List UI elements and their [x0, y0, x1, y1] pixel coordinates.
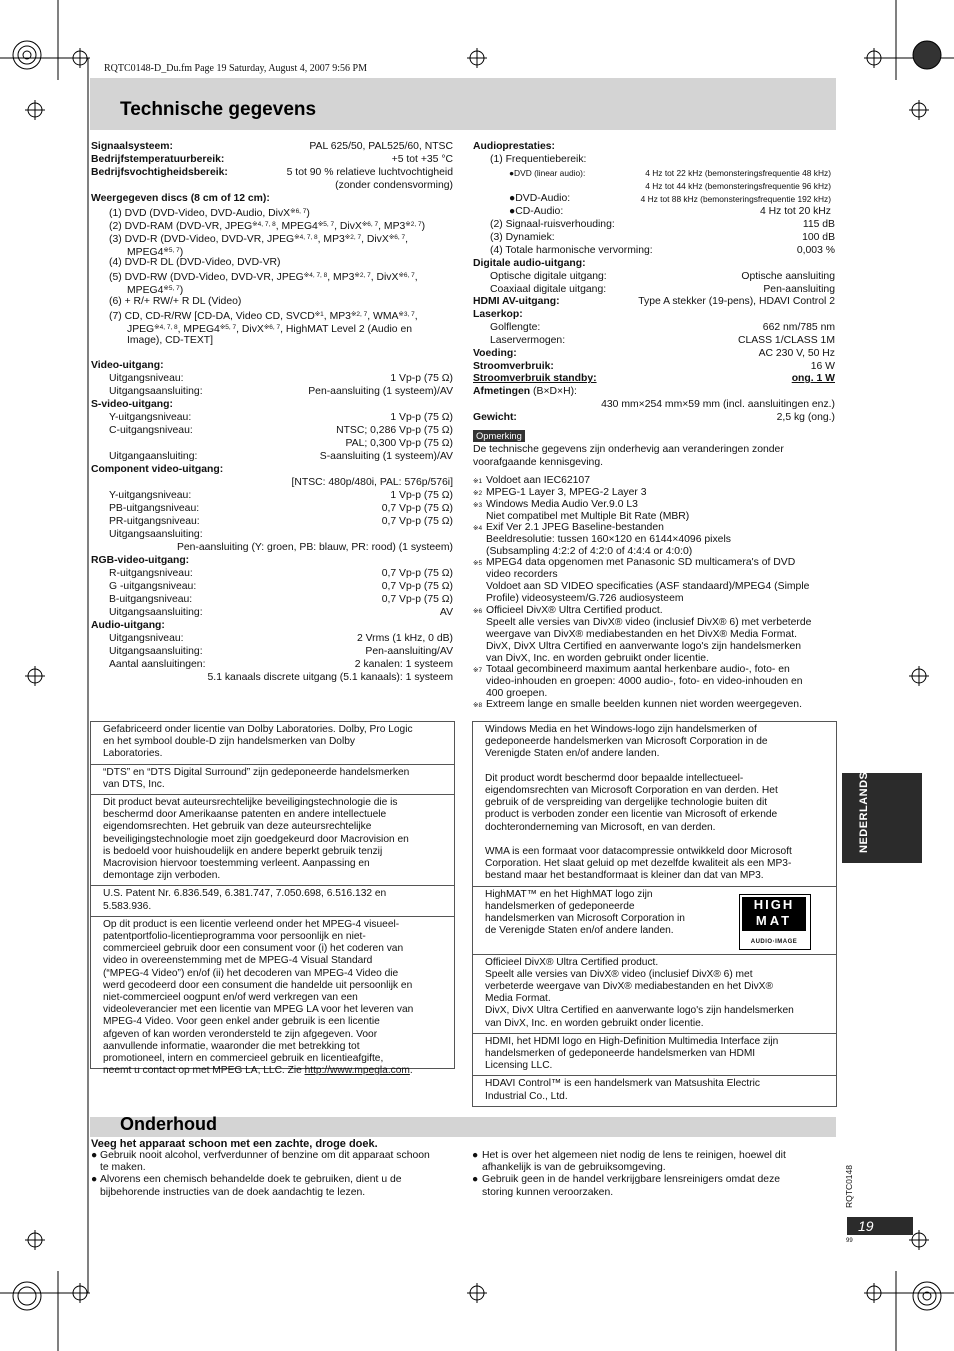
notice-line: van DivX, Inc. en worden gebruikt onder licentie. [485, 1017, 704, 1029]
text: , DivX [334, 221, 362, 232]
footnote-ref: ※2, 7 [405, 221, 422, 228]
notice-line: Op dit product is een licentie verleend onder het MPEG-4 visueel- [103, 918, 400, 930]
footnote: Totaal gecombineerd maximum aantal herkenbare audio-, foto- en [486, 664, 790, 675]
maintenance-text: afhankelijk is van de gebruiksomgeving. [482, 1162, 666, 1173]
maintenance-text: storing kunnen veroorzaken. [482, 1187, 614, 1198]
text: Afmetingen [473, 386, 531, 397]
divx-notice [473, 955, 836, 1034]
text: , MP3 [378, 221, 406, 232]
text: , MP3 [317, 234, 345, 245]
page-number-box [847, 1217, 913, 1235]
spec-sub: (4) Totale harmonische vervorming: [490, 245, 653, 256]
maintenance-text: Alvorens een chemisch behandelde doek te gebruiken, dient u de [100, 1174, 402, 1185]
notice-line: (“MPEG-4 Video”) en/of (ii) het decoderen van MPEG-4 Video die [103, 967, 399, 979]
footnote-ref: ※5, 7 [317, 221, 335, 228]
logo-text: HIGH [753, 896, 795, 912]
maintenance-text: bijbehorende instructies van de doek aandachtig te lezen. [100, 1187, 366, 1198]
footnote: 400 groepen. [486, 688, 548, 699]
notice-line: videoleverancier met een licentie van MPEG LA voor het leveren van [103, 1004, 414, 1016]
notice-line: de Verenigde Staten en/of andere landen. [485, 925, 674, 937]
notice-line: promotioneel, intern en commercieel gebruik en licentieafgifte, [103, 1053, 384, 1065]
footnote: Niet compatibel met Multiple Bit Rate (MBR) [486, 511, 690, 522]
text: (7) CD, CD-R/RW [CD-DA, Video CD, SVCD [109, 311, 315, 322]
footnote-ref: ※6, 7 [263, 324, 281, 331]
maintenance-text: Het is over het algemeen niet nodig de lens te reinigen, hoewel dit [482, 1150, 786, 1161]
spec-sub: (2) Signaal-ruisverhouding: [490, 219, 615, 230]
footnote: van DivX, Inc. en worden gebruikt onder licentie. [486, 653, 709, 664]
spec-label: S-video-uitgang: [91, 399, 173, 410]
text: ) [421, 221, 426, 232]
notice-line: van DTS, Inc. [103, 778, 165, 790]
spec-value: 2 Vrms (1 kHz, 0 dB) [356, 633, 453, 644]
notice-line: Officieel DivX® Ultra Certified product. [485, 956, 659, 968]
footnote-ref: ※4, 7, 8 [154, 324, 178, 331]
spec-value: +5 tot +35 °C [391, 154, 453, 165]
spec-value: 2,5 kg (ong.) [776, 412, 835, 423]
spec-label: HDMI AV-uitgang: [473, 296, 560, 307]
notice-line: demontage zijn verboden. [103, 870, 221, 882]
mpegla-link[interactable]: http://www.mpegla.com [304, 1065, 410, 1077]
bullet: ● [472, 1150, 479, 1161]
spec-sub: (3) Dynamiek: [490, 232, 555, 243]
notice-line: Dit product bevat auteursrechtelijke beveiligingstechnologie die is [103, 797, 398, 809]
notice-line: product is verboden zonder een licentie van Microsoft of erkende [485, 809, 778, 821]
footnote: (Subsampling 4:2:2 of 4:2:0 of 4:4:4 or 4:0:0) [486, 546, 693, 557]
spec-label: Signaalsysteem: [91, 141, 174, 152]
footnote: MPEG-1 Layer 3, MPEG-2 Layer 3 [486, 487, 647, 498]
spec-value: 4 Hz tot 88 kHz (bemonsteringsfrequentie 192 kHz) [640, 194, 831, 204]
disc-item: (4) DVD-R DL (DVD-Video, DVD-VR) [109, 257, 281, 268]
notice-line: en het symbool double-D zijn handelsmerken van Dolby [103, 736, 355, 748]
spec-sub: Uitgangsniveau: [109, 373, 184, 384]
spec-value: 5.1 kanaals discrete uitgang (5.1 kanaals): 1 systeem [207, 672, 453, 683]
notice-line: handelsmerken of gedeponeerde [485, 900, 635, 912]
footnote-mark: ※2 [473, 490, 483, 497]
spec-value: Type A stekker (19-pens), HDAVI Control 2 [638, 296, 835, 307]
spec-value: Pen-aansluiting [763, 284, 835, 295]
footnote-ref: ※5, 7 [163, 247, 180, 254]
footnote-mark: ※6 [473, 608, 483, 615]
text: (2) DVD-RAM (DVD-VR, JPEG [109, 221, 253, 232]
spec-sub: Y-uitgangsniveau: [109, 412, 192, 423]
highmat-logo [739, 894, 811, 950]
spec-sub: (1) Frequentiebereik: [490, 154, 587, 165]
spec-value: 1 Vp-p (75 Ω) [390, 490, 453, 501]
bullet: ● [472, 1174, 479, 1185]
spec-sub: Uitgangsniveau: [109, 633, 184, 644]
notice-line: afgeven of kan worden verondersteld te zijn afgegeven. Voor [103, 1028, 378, 1040]
spec-sub: ●DVD-Audio: [509, 193, 571, 204]
license-notice [91, 765, 454, 795]
spec-value: 662 nm/785 nm [762, 322, 835, 333]
text: , DivX [370, 272, 399, 283]
notice-line: Licensing LLC. [485, 1060, 553, 1072]
notice-line: 5.583.936. [103, 900, 152, 912]
footnote-ref: ※5, 7 [219, 324, 237, 331]
footnote: Voldoet aan SD VIDEO specificaties (ASF standaard)/MPEG4 (Simple [486, 581, 810, 592]
notice-line: WMA is een formaat voor datacompressie ontwikkeld door Microsoft [485, 846, 792, 857]
disc-item: (6) + R/+ RW/+ R DL (Video) [109, 296, 242, 307]
text: MPEG4 [127, 247, 164, 258]
spec-sub: PB-uitgangsniveau: [109, 503, 200, 514]
spec-value: 4 Hz tot 20 kHz [759, 206, 831, 217]
spec-value: 5 tot 90 % relatieve luchtvochtigheid [286, 167, 453, 178]
spec-value: PAL; 0,300 Vp-p (75 Ω) [345, 438, 453, 449]
spec-value: 2 kanalen: 1 systeem [354, 659, 453, 670]
text: , [414, 311, 418, 322]
spec-value: 115 dB [802, 219, 835, 230]
spec-value: AC 230 V, 50 Hz [758, 348, 835, 359]
bullet: ● [91, 1150, 98, 1161]
license-notice [91, 722, 454, 765]
footnote: MPEG4 data opgenomen met Panasonic SD multicamera's of DVD [486, 557, 796, 568]
spec-value: (zonder condensvorming) [335, 180, 453, 191]
spec-sub: G -uitgangsniveau: [109, 581, 197, 592]
spec-label: Gewicht: [473, 412, 517, 423]
spec-value: [NTSC: 480p/480i, PAL: 576p/576i] [291, 477, 453, 488]
spec-value: 0,7 Vp-p (75 Ω) [381, 503, 453, 514]
spec-value: 0,7 Vp-p (75 Ω) [381, 594, 453, 605]
notice-line: gedeponeerde handelsmerken van Microsoft Corporation in de [485, 736, 768, 748]
spec-sub: ●CD-Audio: [509, 206, 564, 217]
spec-value: Pen-aansluiting (Y: groen, PB: blauw, PR: rood) (1 systeem) [176, 542, 453, 553]
notice-line: neemt u contact op met MPEG LA, LLC. Zie http://www.mpegla.com. [103, 1065, 413, 1077]
footnote: DivX, DivX Ultra Certified en aanverwante logo's zijn handelsmerken [486, 641, 802, 652]
footnote: Profile) videosysteem/G.726 audiosysteem [486, 593, 684, 604]
notice-line: Verenigde Staten en/of andere landen. [485, 748, 660, 760]
page-number: 19 [858, 1218, 874, 1234]
footnote-mark: ※8 [473, 702, 483, 709]
spec-value: 16 W [810, 361, 835, 372]
spec-sub: Y-uitgangsniveau: [109, 490, 192, 501]
footnote: Officieel DivX® Ultra Certified product. [486, 605, 663, 616]
text: ) [179, 285, 184, 296]
footnote-ref: ※1 [314, 311, 324, 318]
bullet: ● [91, 1174, 98, 1185]
language-tab [842, 773, 922, 863]
notice-line: aanvullende informatie, waaronder die met betrekking tot [103, 1040, 360, 1052]
notice-line: dochteronderneming van Microsoft, en van derden. [485, 821, 716, 833]
spec-label: Stroomverbruik standby: [473, 373, 597, 384]
notice-line: is bedoeld voor huishoudelijk en andere beperkt gebruik tenzij [103, 845, 383, 857]
notice-line: handelsmerken van Microsoft Corporation in [485, 913, 685, 925]
license-notice [91, 917, 454, 1081]
spec-label: Audioprestaties: [473, 141, 555, 152]
text: , DivX [236, 324, 264, 335]
notice-line: Dit product wordt beschermd door bepaalde intellectueel- [485, 772, 744, 784]
footnote-mark: ※7 [473, 667, 483, 674]
footnote: Windows Media Audio Ver.9.0 L3 [486, 499, 638, 510]
text: ) [179, 247, 184, 258]
notice-line: U.S. Patent Nr. 6.836.549, 6.381.747, 7.050.698, 6.516.132 en [103, 888, 387, 900]
spec-value: ong. 1 W [791, 373, 835, 384]
spec-sub: Aantal aansluitingen: [109, 659, 206, 670]
spec-label: Audio-uitgang: [91, 620, 165, 631]
notice-line: HighMAT™ en het HighMAT logo zijn [485, 888, 653, 900]
spec-value: 4 Hz tot 44 kHz (bemonsteringsfrequentie 96 kHz) [645, 181, 831, 191]
spec-label: RGB-video-uitgang: [91, 555, 190, 566]
maintenance-text: Gebruik geen in de handel verkrijgbare lensreinigers omdat deze [482, 1174, 781, 1185]
notice-line: patentportfolio-licentieprogramma voor persoonlijk en niet- [103, 931, 366, 943]
notice-line: “DTS” en “DTS Digital Surround” zijn gedeponeerde handelsmerken [103, 766, 410, 778]
notice-line: MPEG-4 Video. Voor geen enkel ander gebruik is een licentie [103, 1016, 380, 1028]
spec-value: Pen-aansluiting/AV [365, 646, 453, 657]
footnote: video recorders [486, 569, 558, 580]
footnote-mark: ※5 [473, 560, 483, 567]
footnote-ref: ※5, 7 [163, 285, 180, 292]
notice-line: Gefabriceerd onder licentie van Dolby Laboratories. Dolby, Pro Logic [103, 724, 413, 735]
spec-label: Bedrijfsvochtigheidsbereik: [91, 167, 228, 178]
spec-value: AV [439, 607, 453, 618]
spec-label: Laserkop: [473, 309, 523, 320]
spec-sub: ●DVD (linear audio): [509, 168, 586, 178]
spec-value: PAL 625/50, PAL525/60, NTSC [309, 141, 453, 152]
notice-line: Macrovision hiervoor toestemming verleent. Aanpassing en [103, 858, 370, 870]
spec-label: Video-uitgang: [91, 360, 164, 371]
logo-text: MAT [755, 912, 793, 928]
footnote: Speelt alle versies van DivX® video (inclusief DivX® 6) met verbeterde [486, 617, 812, 628]
notice-line: Corporation. Het slaat geluid op met dezelfde kwaliteit als een MP3- [485, 858, 792, 870]
notice-line: DivX, DivX Ultra Certified en aanverwante logo's zijn handelsmerken [485, 1005, 794, 1017]
spec-sub: B-uitgangsniveau: [109, 594, 193, 605]
spec-value: 4 Hz tot 22 kHz (bemonsteringsfrequentie 48 kHz) [645, 168, 831, 178]
spec-sub: Uitgangsaansluiting: [109, 607, 203, 618]
notice-line: video in overeenstemming met de MPEG-4 Visual Standard [103, 955, 373, 967]
spec-sub: Golflengte: [490, 322, 541, 333]
notice-line [485, 761, 826, 773]
spec-sub: C-uitgangsniveau: [109, 425, 193, 436]
spec-label: Voeding: [473, 348, 517, 359]
note-text: De technische gegevens zijn onderhevig aan veranderingen zonder [473, 444, 784, 455]
spec-sub: Coaxiaal digitale uitgang: [490, 284, 607, 295]
spec-label: Stroomverbruik: [473, 361, 554, 372]
text: , MP3 [323, 311, 351, 322]
footnote-ref: ※2, 7 [344, 234, 362, 241]
notice-line: bestand maar het bestandformaat is kleiner dan dat van MP3. [485, 870, 764, 882]
text: ) [306, 208, 310, 219]
footnote-ref: ※4, 7, 8 [252, 221, 276, 228]
notice-line: Laboratories. [103, 748, 163, 760]
notice-line: werd gecodeerd door een consument die handelde uit persoonlijk en [103, 979, 413, 991]
text: , [414, 272, 418, 283]
footnote: Voldoet aan IEC62107 [486, 475, 590, 486]
text: MPEG4 [127, 285, 164, 296]
spec-label: Digitale audio-uitgang: [473, 258, 586, 269]
logo-text: AUDIO·IMAGE [750, 938, 798, 945]
spec-value: 430 mm×254 mm×59 mm (incl. aansluitingen enz.) [601, 399, 835, 410]
note-text: voorafgaande kennisgeving. [473, 457, 603, 468]
highmat-notice [473, 887, 836, 955]
text: , MPEG4 [275, 221, 318, 232]
text: (3) DVD-R (DVD-Video, DVD-VR, JPEG [109, 234, 295, 245]
license-box-left [90, 721, 455, 1077]
language-label: NEDERLANDS [858, 771, 870, 853]
notice-line: Windows Media en het Windows-logo zijn handelsmerken of [485, 724, 757, 735]
spec-value: Pen-aansluiting (1 systeem)/AV [308, 386, 453, 397]
footnote-ref: ※3, 7 [398, 311, 415, 318]
notice-line: niet-commercieel oogpunt en/of werd verkregen van een [103, 992, 358, 1004]
page-title: Technische gegevens [120, 99, 317, 120]
spec-value: 1 Vp-p (75 Ω) [390, 412, 453, 423]
spec-sub: Uitgangsaansluiting: [109, 646, 203, 657]
spec-value: CLASS 1/CLASS 1M [737, 335, 835, 346]
footnote-ref: ※2, 7 [350, 311, 368, 318]
notice-line: handelsmerken of gedeponeerde handelsmerken van HDMI [485, 1048, 756, 1060]
windows-media-notice [473, 722, 836, 887]
maintenance-text: te maken. [100, 1162, 146, 1173]
text: (1) DVD (DVD-Video, DVD-Audio, DivX [109, 208, 291, 219]
notice-line [485, 834, 826, 846]
spec-sub: PR-uitgangsniveau: [109, 516, 200, 527]
footnote: Beeldresolutie: tussen 160×120 en 6144×4096 pixels [486, 534, 731, 545]
license-box-right [472, 721, 837, 1107]
spec-sub: Laservermogen: [490, 335, 566, 346]
spec-label: Bedrijfstemperatuurbereik: [91, 154, 225, 165]
spec-value: Optische aansluiting [741, 271, 835, 282]
footnote-ref: ※6, 7 [388, 234, 406, 241]
spec-value: NTSC; 0,286 Vp-p (75 Ω) [336, 425, 453, 436]
license-notice [91, 795, 454, 886]
notice-line: verbeterde weergave van DivX® mediabestanden en het DivX® [485, 981, 773, 993]
footnote-ref: ※4, 7, 8 [294, 234, 318, 241]
spec-value: 0,003 % [796, 245, 835, 256]
spec-value: 0,7 Vp-p (75 Ω) [381, 568, 453, 579]
spec-value: 100 dB [802, 232, 835, 243]
text: (5) DVD-RW (DVD-Video, DVD-VR, JPEG [109, 272, 304, 283]
spec-sub: Uitgangaansluiting: [109, 451, 198, 462]
maintenance-head: Veeg het apparaat schoon met een zachte, droge doek. [91, 1138, 378, 1150]
maintenance-title: Onderhoud [120, 1114, 217, 1134]
footnote-mark: ※4 [473, 525, 483, 532]
text: , [405, 234, 408, 245]
notice-line: Media Format. [485, 993, 551, 1005]
notice-line: Speelt alle versies van DivX® video (inclusief DivX® 6) met [485, 968, 753, 980]
spec-sub: Uitgangsaansluiting: [109, 529, 203, 540]
spec-sub: Uitgangsaansluiting: [109, 386, 203, 397]
text: , MP3 [327, 272, 355, 283]
spec-sub: R-uitgangsniveau: [109, 568, 193, 579]
text: , DivX [361, 234, 389, 245]
footnote-ref: ※2, 7 [354, 272, 371, 279]
text: , HighMAT Level 2 (Audio en [280, 324, 413, 335]
text: (B×D×H): [533, 386, 577, 397]
notice-line: gebruik of de verspreiding van dergelijke technologie buiten dit [485, 797, 768, 809]
notice-line: HDAVI Control™ is een handelsmerk van Matsushita Electric [485, 1078, 760, 1090]
text: , WMA [367, 311, 399, 322]
spec-label: Component video-uitgang: [91, 464, 224, 475]
spec-label [473, 386, 577, 399]
spec-value: 0,7 Vp-p (75 Ω) [381, 516, 453, 527]
text: , MPEG4 [177, 324, 220, 335]
footnote-mark: ※1 [473, 478, 483, 485]
footnote-ref: ※4, 7, 8 [303, 272, 328, 279]
spec-value: 1 Vp-p (75 Ω) [390, 373, 453, 384]
maintenance-text: Gebruik nooit alcohol, verfverdunner of benzine om dit apparaat schoon [100, 1150, 430, 1161]
notice-line: beschermd door Amerikaanse patenten en andere intellectuele [103, 809, 387, 821]
disc-item-cont: Image), CD-TEXT] [127, 335, 214, 346]
footnote-mark: ※3 [473, 502, 483, 509]
spec-value: 0,7 Vp-p (75 Ω) [381, 581, 453, 592]
notice-line: beveiligingstechnologie moet zijn goedgekeurd door Macrovision en [103, 833, 409, 845]
spec-value: S-aansluiting (1 systeem)/AV [319, 451, 453, 462]
footnote: Extreem lange en smalle beelden kunnen niet worden weergegeven. [486, 699, 802, 710]
note-tag: Opmerking [473, 430, 525, 442]
notice-line: Industrial Co., Ltd. [485, 1090, 568, 1102]
hdmi-notice [473, 1034, 836, 1077]
doc-code: RQTC0148 [844, 1165, 854, 1208]
notice-line: eigendomsrechten van Microsoft Corporation en van derden. Het [485, 785, 778, 796]
footnote: weergave van DivX® mediabestanden en het DivX® Media Format. [486, 629, 798, 640]
small-code: 99 [846, 1238, 853, 1244]
file-info: RQTC0148-D_Du.fm Page 19 Saturday, August 4, 2007 9:56 PM [104, 63, 367, 74]
hdavi-notice [473, 1076, 836, 1105]
footnote-ref: ※6, 7 [361, 221, 379, 228]
notice-line: HDMI, het HDMI logo en High-Definition Multimedia Interface zijn [485, 1035, 779, 1047]
notice-line: eigendomsrechten. Het gebruik van deze auteursrechtelijke [103, 821, 372, 833]
spec-label: Weergegeven discs (8 cm of 12 cm): [91, 193, 270, 204]
text: JPEG [127, 324, 155, 335]
footnote: video-inhouden en groepen: 4000 audio-, foto- en video-inhouden en [486, 676, 803, 687]
footnote-ref: ※6, 7 [398, 272, 415, 279]
footnote: Exif Ver 2.1 JPEG Baseline-bestanden [486, 522, 664, 533]
footnote-ref: ※6, 7 [290, 208, 307, 215]
spec-sub: Optische digitale uitgang: [490, 271, 607, 282]
license-notice [91, 886, 454, 916]
notice-line: commercieel gebruik door een consument voor (i) het coderen van [103, 943, 404, 955]
